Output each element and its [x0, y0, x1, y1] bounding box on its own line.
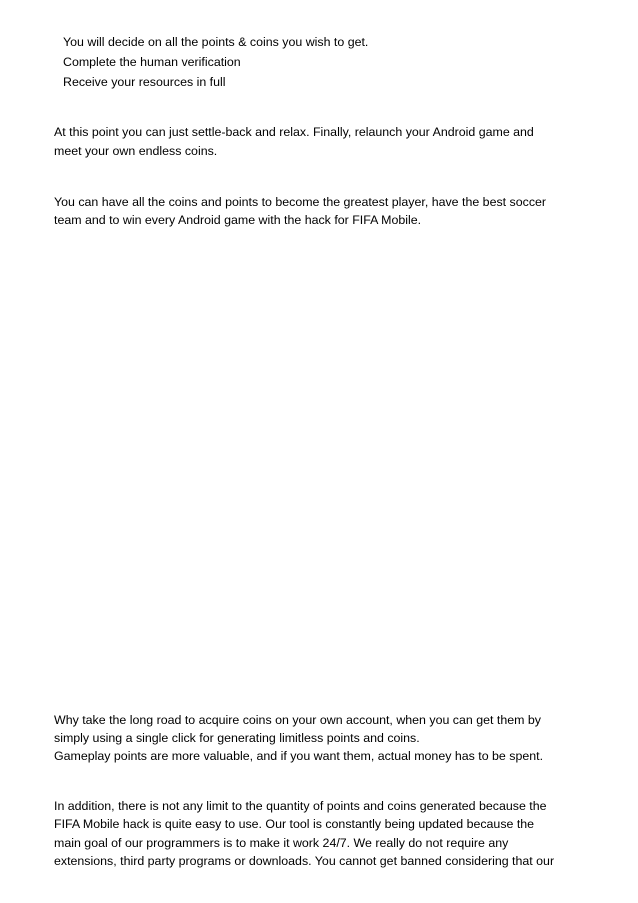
paragraph-long-road-line-2: simply using a single click for generating limitless points and coins. — [54, 731, 420, 745]
paragraph-coins-line-1: You can have all the coins and points to become the greatest player, have the best soccer — [54, 195, 547, 209]
paragraph-relax-line-2: meet your own endless coins. — [54, 144, 218, 158]
paragraph-long-road-line-1: Why take the long road to acquire coins on your own account, when you can get them by — [54, 713, 541, 727]
step-item-3: Receive your resources in full — [63, 75, 226, 89]
paragraph-relax-line-1: At this point you can just settle-back and relax. Finally, relaunch your Android game and — [54, 125, 534, 139]
step-item-2: Complete the human verification — [63, 55, 241, 69]
paragraph-long-road-line-3: Gameplay points are more valuable, and if you want them, actual money has to be spent. — [54, 749, 544, 763]
paragraph-coins-line-2: team and to win every Android game with the hack for FIFA Mobile. — [54, 213, 422, 227]
paragraph-addition-line-3: main goal of our programmers is to make it work 24/7. We really do not require any — [54, 836, 509, 850]
paragraph-addition-line-1: In addition, there is not any limit to the quantity of points and coins generated because the — [54, 799, 547, 813]
step-item-1: You will decide on all the points & coins you wish to get. — [63, 35, 369, 49]
paragraph-addition-line-2: FIFA Mobile hack is quite easy to use. Our tool is constantly being updated because the — [54, 817, 535, 831]
paragraph-addition-line-4: extensions, third party programs or downloads. You cannot get banned considering that our — [54, 854, 555, 868]
